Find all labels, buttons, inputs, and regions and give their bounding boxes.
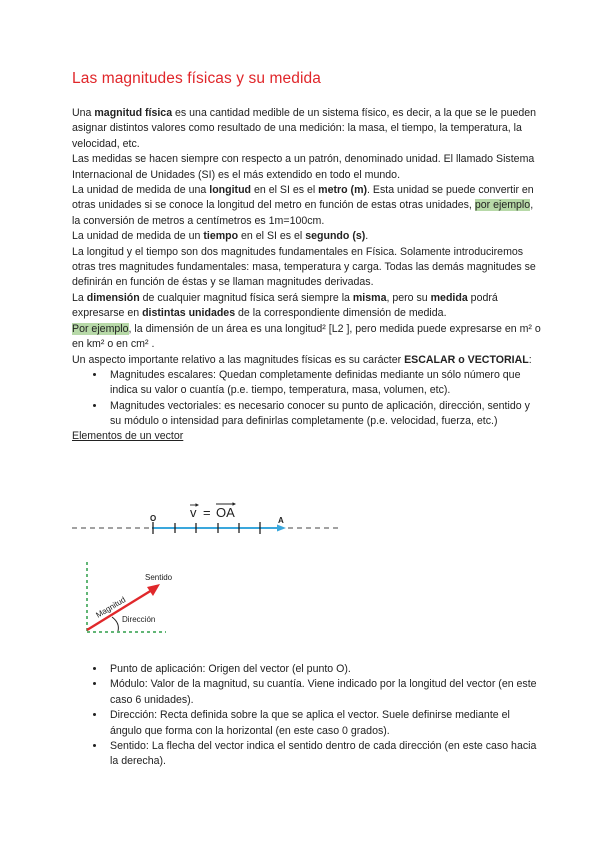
magnitude-arrowhead (147, 584, 160, 596)
paragraph-dimension (72, 291, 542, 322)
text: Un aspecto importante relativo a las magnitudes físicas es su carácter (72, 353, 405, 366)
magnitude-types-list (72, 368, 542, 430)
term-dimension: dimensión (86, 291, 140, 304)
formula-equals: = (203, 505, 211, 520)
vector-elements-list (72, 662, 542, 770)
term-longitud: longitud (209, 184, 252, 197)
text: : (528, 353, 532, 366)
text: , pero su (386, 291, 431, 304)
text: de la correspondiente dimensión de medida. (235, 307, 447, 320)
text: La (72, 291, 87, 304)
term-tiempo: tiempo (203, 230, 239, 243)
text: . (365, 230, 369, 243)
term-escalar-vectorial: ESCALAR o VECTORIAL (404, 353, 529, 366)
text: en el SI es el (238, 230, 306, 243)
vector-arrowhead (277, 525, 286, 532)
text: . Esta unidad se puede convertir en otras unidades si se conoce la longitud del metro en función de estas otras unidades, (72, 184, 534, 212)
label-direccion: Dirección (122, 615, 156, 624)
formula-v: v (190, 505, 197, 520)
section-title: Elementos de un vector (72, 430, 184, 442)
paragraph-unidades: Las medidas se hacen siempre con respecto a un patrón, denominado unidad. El llamado Sistema Internacional de Unidades (SI) es el más extendido en todo el mundo. (72, 153, 535, 181)
vector-formula (190, 502, 236, 520)
term-distintas-unidades: distintas unidades (142, 307, 236, 320)
term-segundo: segundo (s) (305, 230, 366, 243)
highlight-por-ejemplo: por ejemplo (474, 199, 531, 212)
label-o: O (150, 514, 157, 523)
list-item: • Módulo: Valor de la magnitud, su cuantía. Viene indicado por la longitud del vector (en este caso 6 unidades). (106, 677, 542, 708)
text: La unidad de medida de un (72, 230, 204, 243)
term-metro: metro (m) (318, 184, 368, 197)
list-item: • Sentido: La flecha del vector indica el sentido dentro de cada dirección (en este caso hacia la derecha). (106, 739, 542, 770)
term-misma: misma (352, 291, 387, 304)
vector-diagram (0, 465, 600, 665)
page-title: Las magnitudes físicas y su medida (72, 70, 321, 87)
text: , la conversión de metros a centímetros es 1m=100cm. (72, 199, 534, 227)
paragraph-caracter (72, 353, 542, 368)
direction-angle-arc (112, 617, 118, 631)
text: es una cantidad medible de un sistema físico, es decir, a la que se le pueden asignar distintos valores como resultado de una medición: la masa, el tiempo, la temperatura, la velocidad, etc. (72, 107, 537, 150)
formula-oa: OA (216, 505, 235, 520)
paragraph-ejemplo-area (72, 322, 542, 353)
term-magnitud-fisica: magnitud física (94, 107, 173, 119)
label-magnitud: Magnitud (94, 595, 128, 620)
text: Una (72, 107, 95, 119)
list-item: • Magnitudes escalares: Quedan completamente definidas mediante un sólo número que indica su valor o cuantía (p.e. tiempo, temperatura, masa, volumen, etc). (106, 368, 542, 399)
paragraph-fundamentales: La longitud y el tiempo son dos magnitudes fundamentales en Física. Solamente introduciremos otras tres magnitudes fundamentales: masa, temperatura y carga. Todas las demás magnitudes se definirán en función de éstas y se llaman magnitudes derivadas. (72, 245, 536, 289)
text: podrá expresarse en (72, 291, 498, 320)
text: La unidad de medida de una (72, 184, 210, 197)
paragraph-longitud (72, 183, 542, 229)
text: de cualquier magnitud física será siempre la (139, 291, 353, 304)
highlight-por-ejemplo: Por ejemplo (72, 322, 129, 335)
main-text (72, 106, 542, 430)
list-item: • Punto de aplicación: Origen del vector (el punto O). (106, 662, 542, 677)
vector-elements-list-wrapper (72, 662, 542, 770)
paragraph-tiempo (72, 229, 542, 244)
label-a: A (278, 516, 284, 525)
text: en el SI es el (251, 184, 319, 197)
list-item: • Magnitudes vectoriales: es necesario conocer su punto de aplicación, dirección, sentido y su módulo o intensidad para definirlas completamente (p.e. velocidad, fuerza, etc.) (106, 399, 542, 430)
paragraph-magnitud (72, 106, 542, 152)
list-item: • Dirección: Recta definida sobre la que se aplica el vector. Suele definirse mediante el ángulo que forma con la horizontal (en este caso 0 grados). (106, 708, 542, 739)
label-sentido: Sentido (145, 573, 173, 582)
term-medida: medida (430, 291, 468, 304)
text: , la dimensión de un área es una longitud² [L2 ], pero medida puede expresarse en m² o en km² o en cm² . (72, 322, 541, 351)
